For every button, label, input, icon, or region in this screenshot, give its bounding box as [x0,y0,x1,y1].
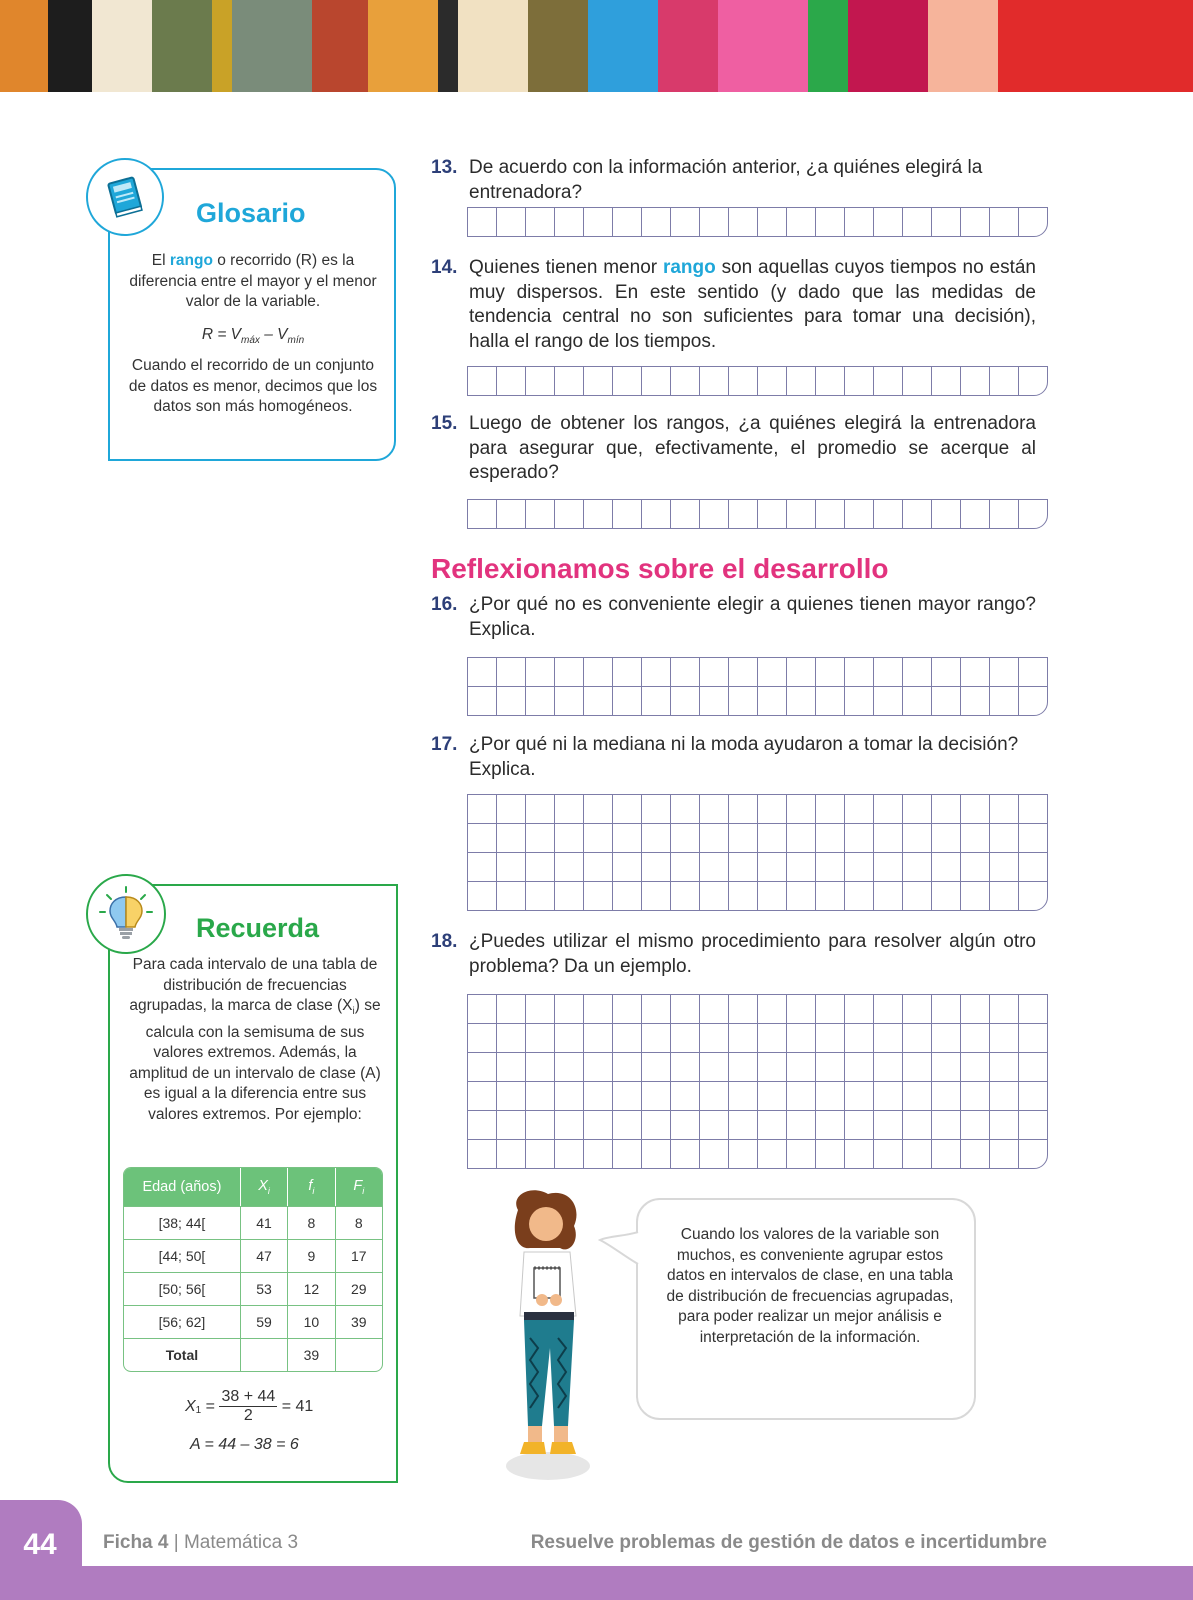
student-illustration [490,1188,600,1488]
answer-grid-17[interactable] [467,794,1048,911]
glossary-note: Cuando el recorrido de un conjunto de datos es menor, decimos que los datos son más homogéneos. [128,357,378,415]
footer-course: Ficha 4 | Matemática 3 [103,1532,299,1553]
table-cell: 8 [336,1206,382,1239]
decorative-banner [0,0,1193,92]
table-cell: 59 [241,1305,288,1338]
footer-topic: Resuelve problemas de gestión de datos e incertidumbre [530,1532,1047,1553]
question-17: 17. ¿Por qué ni la mediana ni la moda ayudaron a tomar la decisión? Explica. [431,734,1019,780]
table-header: Edad (años) [124,1168,241,1206]
question-13: 13. De acuerdo con la información anterior, ¿a quiénes elegirá la entrenadora? [431,157,983,203]
reminder-text: Para cada intervalo de una tabla de distribución de frecuencias agrupadas, la marca de clase $(X_i)$ se calcula con la semisuma de sus valores extremos. Además, la amplitud de un intervalo de clase (A) es igual a la diferencia entre sus valores extremos. Por ejemplo: [129,956,381,1123]
table-cell: 29 [336,1272,382,1305]
table-cell: [50; 56[ [124,1272,241,1305]
table-cell: 10 [288,1305,335,1338]
amplitude-formula: A = 44 – 38 = 6 [190,1436,299,1453]
range-highlight: rango [662,257,716,278]
banner-stripe [998,0,1093,92]
footer-bar [0,1566,1193,1600]
banner-stripe [458,0,528,92]
glossary-highlight: rango [169,252,213,269]
table-cell: [44; 50[ [124,1239,241,1272]
banner-stripe [808,0,848,92]
answer-grid-14[interactable] [467,366,1048,396]
banner-stripe [528,0,588,92]
table-cell [241,1338,288,1371]
table-cell: 39 [288,1338,335,1371]
banner-stripe [0,0,48,92]
page-number: 44 [23,1528,57,1561]
table-cell [336,1338,382,1371]
banner-stripe [48,0,92,92]
banner-stripe [232,0,312,92]
banner-stripe [152,0,212,92]
brain-lightbulb-icon [86,874,166,954]
table-cell: [38; 44[ [124,1206,241,1239]
answer-grid-13[interactable] [467,207,1048,237]
table-cell: 53 [241,1272,288,1305]
banner-stripe [312,0,368,92]
table-cell: 8 [288,1206,335,1239]
answer-grid-18[interactable] [467,994,1048,1169]
speech-bubble-tail [598,1228,642,1268]
banner-stripe [848,0,928,92]
class-mark-formula: X $_1$ = $\frac{38 + 44}{2}$ = 41 [185,1388,314,1424]
section-title: Reflexionamos sobre el desarrollo [431,553,889,584]
banner-stripe [368,0,438,92]
banner-stripe [438,0,458,92]
banner-stripe [928,0,998,92]
table-cell: 41 [241,1206,288,1239]
answer-grid-15[interactable] [467,499,1048,529]
speech-bubble-text: Cuando los valores de la variable son muchos, es conveniente agrupar estos datos en intervalos de clase, en una tabla de distribución de frecuencias agrupadas, para poder realizar un mejor análisis e interpretación de la información. [666,1226,954,1346]
table-header: $f_i$ [288,1168,335,1206]
banner-stripe [212,0,232,92]
banner-stripe [1093,0,1193,92]
banner-stripe [658,0,718,92]
table-header: $F_i$ [336,1168,382,1206]
table-cell: 9 [288,1239,335,1272]
question-15: 15. Luego de obtener los rangos, ¿a quiénes elegirá la entrenadora para asegurar que, efectivamente, el promedio se acerque al esperado? [431,413,1036,483]
table-header-row [124,1168,382,1206]
table-row [124,1239,382,1272]
table-cell: 39 [336,1305,382,1338]
table-cell: Total [124,1338,241,1371]
table-row [124,1272,382,1305]
reminder-title: Recuerda [196,913,320,943]
book-icon [86,158,164,236]
table-row [124,1206,382,1239]
answer-grid-16[interactable] [467,657,1048,716]
glossary-definition: El rango o recorrido (R) es la diferencia entre el mayor y el menor valor de la variable. [129,252,377,310]
question-18: 18. ¿Puedes utilizar el mismo procedimiento para resolver algún otro problema? Da un ejemplo. [431,931,1036,977]
question-16: 16. ¿Por qué no es conveniente elegir a quienes tienen mayor rango? Explica. [431,594,1036,640]
table-row [124,1305,382,1338]
table-cell: 12 [288,1272,335,1305]
table-cell: 17 [336,1239,382,1272]
glossary-title: Glosario [196,198,306,228]
table-total-row [124,1338,382,1371]
question-14: 14. Quienes tienen menor rango son aquellas cuyos tiempos no están muy dispersos. En este sentido (y dado que las medidas de tendencia central no son suficientes para tomar una decisión), halla el rango de los tiempos. [431,257,1036,352]
table-cell: [56; 62] [124,1305,241,1338]
table-cell: 47 [241,1239,288,1272]
range-formula: $R = V_{máx} - V_{mín}$ [201,326,305,347]
banner-stripe [588,0,658,92]
banner-stripe [92,0,152,92]
banner-stripe [718,0,808,92]
table-header: $X_i$ [241,1168,288,1206]
frequency-table [123,1167,383,1372]
